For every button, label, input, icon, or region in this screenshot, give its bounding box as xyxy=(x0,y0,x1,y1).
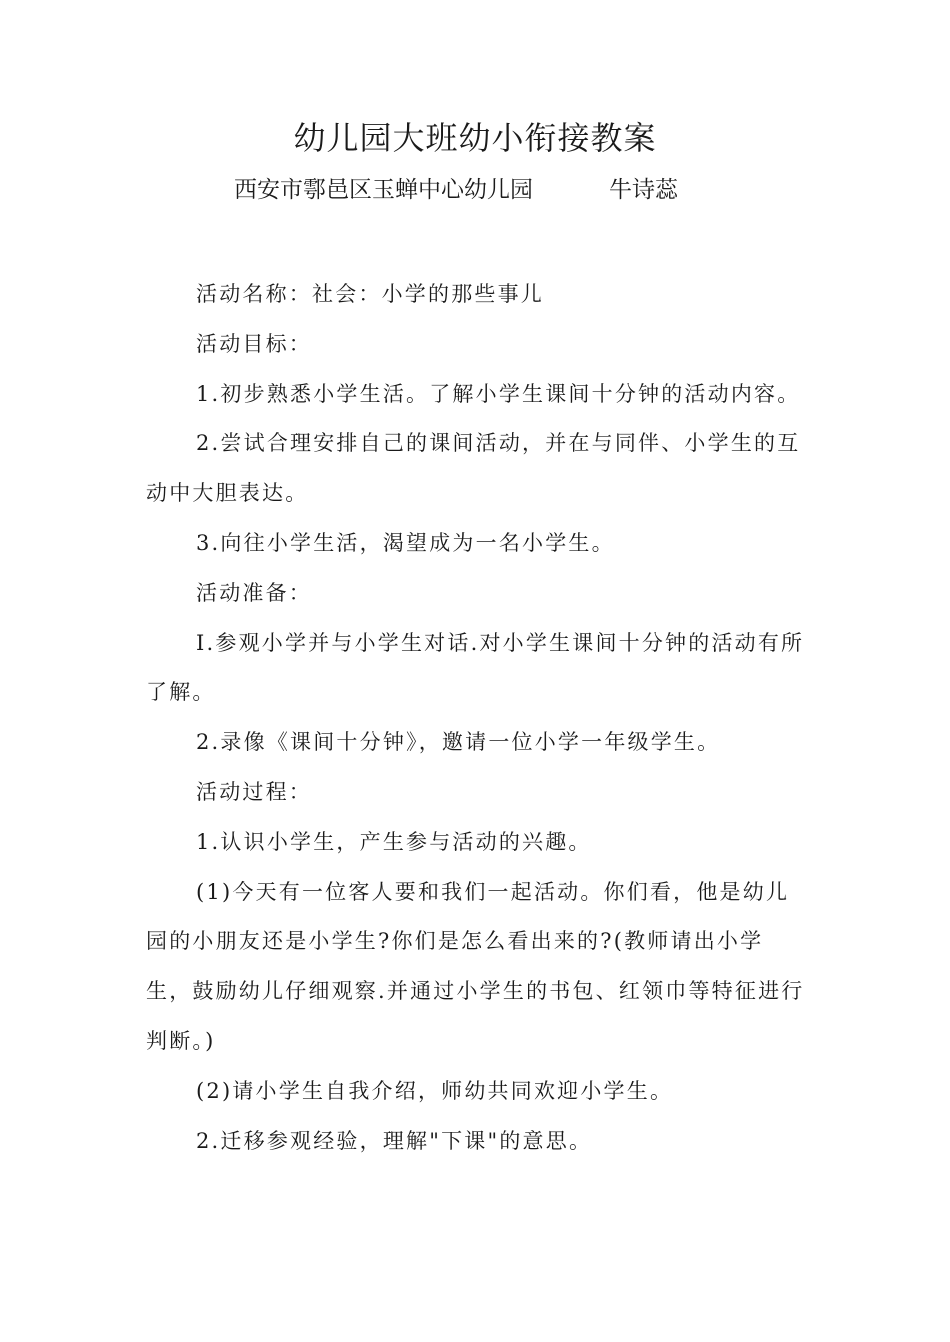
paragraph-process-1-1: (1)今天有一位客人要和我们一起活动。你们看，他是幼儿园的小朋友还是小学生?你们是怎么看出来的?(教师请出小学生，鼓励幼儿仔细观察.并通过小学生的书包、红领巾等特征进行判断。) xyxy=(146,879,805,1053)
author-name: 牛诗蕊 xyxy=(609,177,678,203)
document-body xyxy=(146,270,806,1166)
paragraph-goal-2: 2.尝试合理安排自己的课间活动，并在与同伴、小学生的互动中大胆表达。 xyxy=(146,431,801,506)
document-title: 幼儿园大班幼小衔接教案 xyxy=(293,119,657,157)
paragraph-process-1-2: (2)请小学生自我介绍，师幼共同欢迎小学生。 xyxy=(196,1078,674,1103)
paragraph-goal-1: 1.初步熟悉小学生活。了解小学生课间十分钟的活动内容。 xyxy=(196,381,801,406)
paragraph-preparation-1: I.参观小学并与小学生对话.对小学生课间十分钟的活动有所了解。 xyxy=(146,630,805,705)
document-subtitle xyxy=(234,174,678,206)
paragraph-preparation-2: 2.录像《课间十分钟》，邀请一位小学一年级学生。 xyxy=(196,730,721,755)
paragraph-process-2: 2.迁移参观经验，理解"下课"的意思。 xyxy=(196,1128,593,1153)
paragraph-goals-heading: 活动目标： xyxy=(196,331,312,356)
paragraph-process-heading: 活动过程： xyxy=(196,779,312,804)
organization-name: 西安市鄠邑区玉蝉中心幼儿园 xyxy=(234,177,533,203)
paragraph-preparation-heading: 活动准备： xyxy=(196,580,312,605)
paragraph-activity-name: 活动名称：社会：小学的那些事儿 xyxy=(196,282,544,306)
paragraph-goal-3: 3.向往小学生活，渴望成为一名小学生。 xyxy=(196,530,615,555)
paragraph-process-1: 1.认识小学生，产生参与活动的兴趣。 xyxy=(196,829,592,854)
